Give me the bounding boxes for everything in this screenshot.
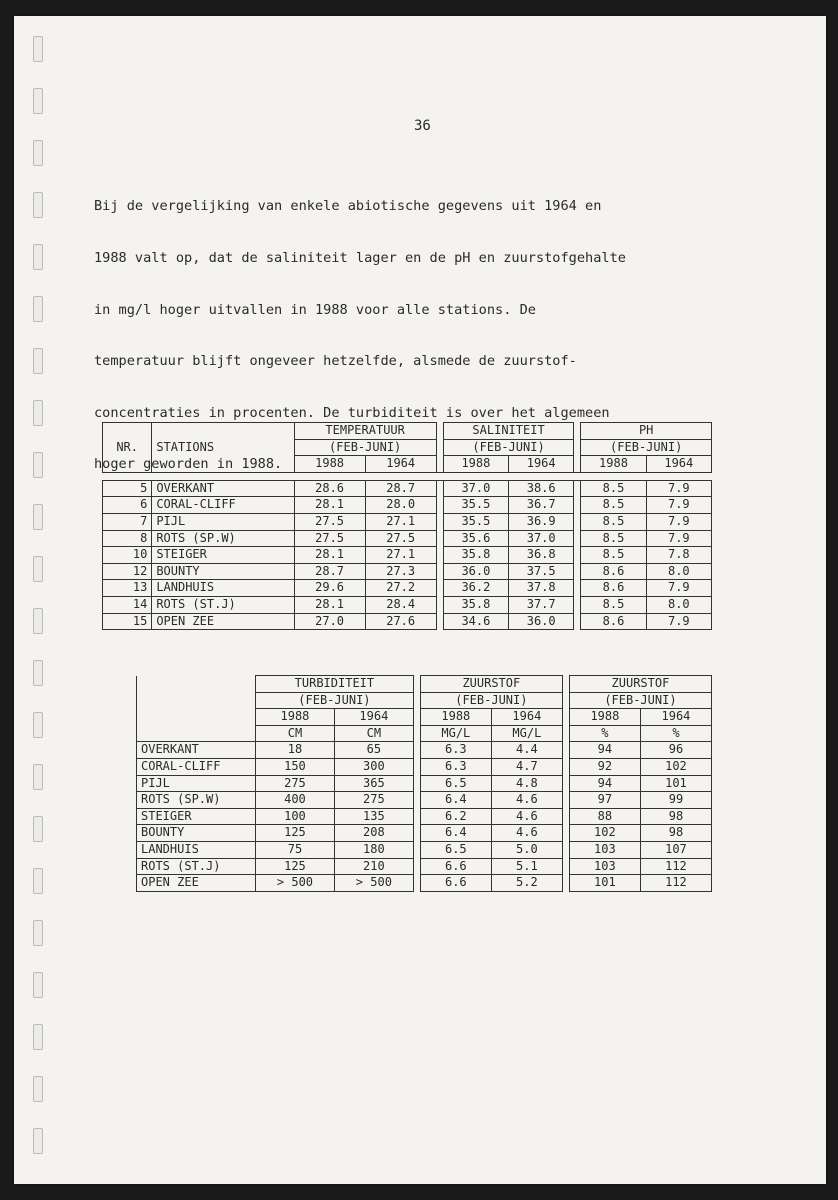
station-name: ROTS (ST.J) <box>152 596 294 613</box>
oxygen-mgl-1964: 5.2 <box>491 875 562 892</box>
station-name: BOUNTY <box>152 563 294 580</box>
oxygen-pct-1964: 112 <box>640 875 711 892</box>
oxygen-pct-1964: 99 <box>640 792 711 809</box>
table-row <box>102 875 712 892</box>
station-nr: 10 <box>103 547 152 564</box>
document-page <box>14 16 826 1184</box>
oxygen-mgl-1988: 6.5 <box>420 775 491 792</box>
header-period: (FEB-JUNI) <box>294 439 436 456</box>
station-name: BOUNTY <box>137 825 256 842</box>
temp-1988: 29.6 <box>294 580 365 597</box>
station-name: OPEN ZEE <box>137 875 256 892</box>
header-period: (FEB-JUNI) <box>569 692 711 709</box>
oxygen-pct-1988: 88 <box>569 808 640 825</box>
temp-1964: 27.6 <box>365 613 436 630</box>
station-name: LANDHUIS <box>152 580 294 597</box>
oxygen-mgl-1988: 6.4 <box>420 792 491 809</box>
oxygen-pct-1964: 101 <box>640 775 711 792</box>
oxygen-pct-1964: 96 <box>640 742 711 759</box>
binding-hole <box>33 608 43 634</box>
ph-1988: 8.6 <box>581 613 646 630</box>
salinity-1988: 35.6 <box>443 530 508 547</box>
turbidity-1964: 208 <box>334 825 413 842</box>
turbidity-1988: 18 <box>256 742 335 759</box>
oxygen-mgl-1964: 4.7 <box>491 758 562 775</box>
salinity-1988: 35.5 <box>443 513 508 530</box>
binding-hole <box>33 1128 43 1154</box>
header-unit: CM <box>256 725 335 742</box>
ph-1988: 8.5 <box>581 480 646 497</box>
table-row <box>103 596 712 613</box>
oxygen-pct-1964: 98 <box>640 808 711 825</box>
temp-1964: 28.4 <box>365 596 436 613</box>
salinity-1964: 38.6 <box>509 480 574 497</box>
station-name: STEIGER <box>152 547 294 564</box>
oxygen-pct-1988: 101 <box>569 875 640 892</box>
binding-hole <box>33 140 43 166</box>
station-nr: 8 <box>103 530 152 547</box>
header-year: 1988 <box>443 456 508 473</box>
table-row <box>103 480 712 497</box>
temp-1988: 27.5 <box>294 530 365 547</box>
temp-1988: 27.0 <box>294 613 365 630</box>
turbidity-1988: 400 <box>256 792 335 809</box>
turbidity-1964: > 500 <box>334 875 413 892</box>
salinity-1988: 36.0 <box>443 563 508 580</box>
station-name: OVERKANT <box>152 480 294 497</box>
salinity-1988: 35.8 <box>443 547 508 564</box>
ph-1964: 7.9 <box>646 513 711 530</box>
temp-1988: 28.7 <box>294 563 365 580</box>
paragraph-line: concentraties in procenten. De turbiditeit is over het algemeen <box>94 404 610 421</box>
temp-1988: 28.1 <box>294 547 365 564</box>
binding-hole <box>33 764 43 790</box>
temp-1964: 27.1 <box>365 547 436 564</box>
salinity-1988: 35.8 <box>443 596 508 613</box>
station-name: CORAL-CLIFF <box>137 758 256 775</box>
header-group-title: ZUURSTOF <box>420 676 562 693</box>
binding-hole <box>33 1076 43 1102</box>
turbidity-1964: 65 <box>334 742 413 759</box>
temp-1988: 28.1 <box>294 596 365 613</box>
table-row <box>102 742 712 759</box>
turbidity-1964: 275 <box>334 792 413 809</box>
header-unit: MG/L <box>491 725 562 742</box>
turbidity-1988: 75 <box>256 841 335 858</box>
binding-hole <box>33 556 43 582</box>
oxygen-pct-1988: 94 <box>569 742 640 759</box>
oxygen-mgl-1964: 4.4 <box>491 742 562 759</box>
header-group-title: TURBIDITEIT <box>256 676 414 693</box>
binding-hole <box>33 400 43 426</box>
oxygen-mgl-1988: 6.3 <box>420 742 491 759</box>
oxygen-mgl-1964: 5.0 <box>491 841 562 858</box>
paragraph-line: Bij de vergelijking van enkele abiotische gegevens uit 1964 en <box>94 198 602 215</box>
table-row <box>103 513 712 530</box>
oxygen-pct-1988: 103 <box>569 858 640 875</box>
table-row <box>102 825 712 842</box>
ph-1988: 8.6 <box>581 580 646 597</box>
binding-hole <box>33 296 43 322</box>
oxygen-pct-1988: 92 <box>569 758 640 775</box>
temp-1964: 28.0 <box>365 497 436 514</box>
binding-hole <box>33 192 43 218</box>
oxygen-mgl-1964: 4.6 <box>491 792 562 809</box>
station-name: OVERKANT <box>137 742 256 759</box>
header-year: 1964 <box>365 456 436 473</box>
table-row <box>102 808 712 825</box>
header-year: 1964 <box>509 456 574 473</box>
oxygen-pct-1964: 112 <box>640 858 711 875</box>
oxygen-mgl-1964: 4.8 <box>491 775 562 792</box>
header-year: 1964 <box>640 709 711 726</box>
ph-1964: 8.0 <box>646 563 711 580</box>
table-row <box>103 530 712 547</box>
page-number: 36 <box>414 118 431 134</box>
ph-1964: 7.8 <box>646 547 711 564</box>
temp-1988: 27.5 <box>294 513 365 530</box>
ph-1964: 7.9 <box>646 530 711 547</box>
salinity-1988: 37.0 <box>443 480 508 497</box>
table-row <box>103 547 712 564</box>
turbidity-1964: 365 <box>334 775 413 792</box>
header-group-title: TEMPERATUUR <box>294 423 436 440</box>
binding-hole <box>33 972 43 998</box>
turbidity-1988: 275 <box>256 775 335 792</box>
binding-hole <box>33 452 43 478</box>
station-name: PIJL <box>152 513 294 530</box>
oxygen-pct-1964: 102 <box>640 758 711 775</box>
station-name: STEIGER <box>137 808 256 825</box>
binding-hole <box>33 868 43 894</box>
oxygen-pct-1988: 97 <box>569 792 640 809</box>
ph-1964: 8.0 <box>646 596 711 613</box>
binding-hole <box>33 660 43 686</box>
salinity-1964: 36.9 <box>509 513 574 530</box>
station-name: ROTS (ST.J) <box>137 858 256 875</box>
header-stations: STATIONS <box>152 423 294 473</box>
oxygen-pct-1988: 94 <box>569 775 640 792</box>
table-row <box>103 580 712 597</box>
ph-1964: 7.9 <box>646 497 711 514</box>
turbidity-1964: 180 <box>334 841 413 858</box>
turbidity-1964: 210 <box>334 858 413 875</box>
salinity-1964: 36.0 <box>509 613 574 630</box>
ph-1988: 8.5 <box>581 497 646 514</box>
binding-hole <box>33 348 43 374</box>
ph-1988: 8.6 <box>581 563 646 580</box>
header-year: 1988 <box>569 709 640 726</box>
binding-hole <box>33 920 43 946</box>
table-turbidity-oxygen <box>102 675 712 892</box>
table-row <box>103 497 712 514</box>
ph-1964: 7.9 <box>646 480 711 497</box>
ph-1964: 7.9 <box>646 580 711 597</box>
table-row <box>103 563 712 580</box>
header-group-title: ZUURSTOF <box>569 676 711 693</box>
ph-1988: 8.5 <box>581 547 646 564</box>
table-row <box>102 758 712 775</box>
salinity-1964: 37.0 <box>509 530 574 547</box>
salinity-1964: 37.5 <box>509 563 574 580</box>
turbidity-1988: 150 <box>256 758 335 775</box>
station-name: LANDHUIS <box>137 841 256 858</box>
station-nr: 14 <box>103 596 152 613</box>
oxygen-mgl-1988: 6.4 <box>420 825 491 842</box>
oxygen-mgl-1964: 4.6 <box>491 825 562 842</box>
ph-1988: 8.5 <box>581 530 646 547</box>
station-name: PIJL <box>137 775 256 792</box>
binding-hole <box>33 36 43 62</box>
station-name: OPEN ZEE <box>152 613 294 630</box>
binding-hole <box>33 88 43 114</box>
header-year: 1964 <box>491 709 562 726</box>
table-row <box>103 613 712 630</box>
station-name: ROTS (SP.W) <box>137 792 256 809</box>
paragraph-line: hoger geworden in 1988. <box>94 456 283 473</box>
paragraph-line: 1988 valt op, dat de saliniteit lager en de pH en zuurstofgehalte <box>94 250 626 267</box>
ph-1988: 8.5 <box>581 513 646 530</box>
turbidity-1988: 125 <box>256 858 335 875</box>
station-nr: 13 <box>103 580 152 597</box>
station-nr: 15 <box>103 613 152 630</box>
station-name: CORAL-CLIFF <box>152 497 294 514</box>
header-period: (FEB-JUNI) <box>443 439 574 456</box>
salinity-1988: 35.5 <box>443 497 508 514</box>
oxygen-mgl-1988: 6.2 <box>420 808 491 825</box>
station-nr: 5 <box>103 480 152 497</box>
turbidity-1964: 135 <box>334 808 413 825</box>
station-name: ROTS (SP.W) <box>152 530 294 547</box>
oxygen-mgl-1964: 4.6 <box>491 808 562 825</box>
salinity-1964: 36.7 <box>509 497 574 514</box>
oxygen-pct-1988: 102 <box>569 825 640 842</box>
table-row <box>102 858 712 875</box>
oxygen-pct-1964: 98 <box>640 825 711 842</box>
binding-hole <box>33 816 43 842</box>
oxygen-mgl-1964: 5.1 <box>491 858 562 875</box>
header-period: (FEB-JUNI) <box>420 692 562 709</box>
header-nr: NR. <box>103 423 152 473</box>
header-unit: % <box>569 725 640 742</box>
ph-1964: 7.9 <box>646 613 711 630</box>
binding-hole <box>33 504 43 530</box>
header-group-title: PH <box>581 423 712 440</box>
paragraph-line: temperatuur blijft ongeveer hetzelfde, alsmede de zuurstof- <box>94 353 577 370</box>
header-year: 1964 <box>646 456 711 473</box>
header-unit: CM <box>334 725 413 742</box>
table-row <box>102 841 712 858</box>
turbidity-1988: 125 <box>256 825 335 842</box>
header-year: 1988 <box>581 456 646 473</box>
station-nr: 6 <box>103 497 152 514</box>
oxygen-mgl-1988: 6.5 <box>420 841 491 858</box>
header-year: 1988 <box>420 709 491 726</box>
salinity-1964: 36.8 <box>509 547 574 564</box>
turbidity-1988: 100 <box>256 808 335 825</box>
binding-hole <box>33 1024 43 1050</box>
header-period: (FEB-JUNI) <box>256 692 414 709</box>
station-nr: 7 <box>103 513 152 530</box>
oxygen-mgl-1988: 6.6 <box>420 858 491 875</box>
binding-hole <box>33 244 43 270</box>
oxygen-pct-1988: 103 <box>569 841 640 858</box>
temp-1964: 27.2 <box>365 580 436 597</box>
header-period: (FEB-JUNI) <box>581 439 712 456</box>
paragraph-line: in mg/l hoger uitvallen in 1988 voor alle stations. De <box>94 301 536 318</box>
binding-hole <box>33 712 43 738</box>
table-row <box>102 775 712 792</box>
station-nr: 12 <box>103 563 152 580</box>
header-year: 1988 <box>256 709 335 726</box>
salinity-1964: 37.7 <box>509 596 574 613</box>
temp-1964: 27.3 <box>365 563 436 580</box>
salinity-1988: 36.2 <box>443 580 508 597</box>
header-unit: % <box>640 725 711 742</box>
ph-1988: 8.5 <box>581 596 646 613</box>
salinity-1964: 37.8 <box>509 580 574 597</box>
temp-1964: 27.1 <box>365 513 436 530</box>
temp-1964: 27.5 <box>365 530 436 547</box>
oxygen-mgl-1988: 6.3 <box>420 758 491 775</box>
oxygen-pct-1964: 107 <box>640 841 711 858</box>
oxygen-mgl-1988: 6.6 <box>420 875 491 892</box>
temp-1964: 28.7 <box>365 480 436 497</box>
header-year: 1964 <box>334 709 413 726</box>
salinity-1988: 34.6 <box>443 613 508 630</box>
turbidity-1988: > 500 <box>256 875 335 892</box>
table-temp-salinity-ph <box>102 422 712 630</box>
temp-1988: 28.6 <box>294 480 365 497</box>
header-year: 1988 <box>294 456 365 473</box>
table-row <box>102 792 712 809</box>
temp-1988: 28.1 <box>294 497 365 514</box>
header-unit: MG/L <box>420 725 491 742</box>
header-group-title: SALINITEIT <box>443 423 574 440</box>
turbidity-1964: 300 <box>334 758 413 775</box>
